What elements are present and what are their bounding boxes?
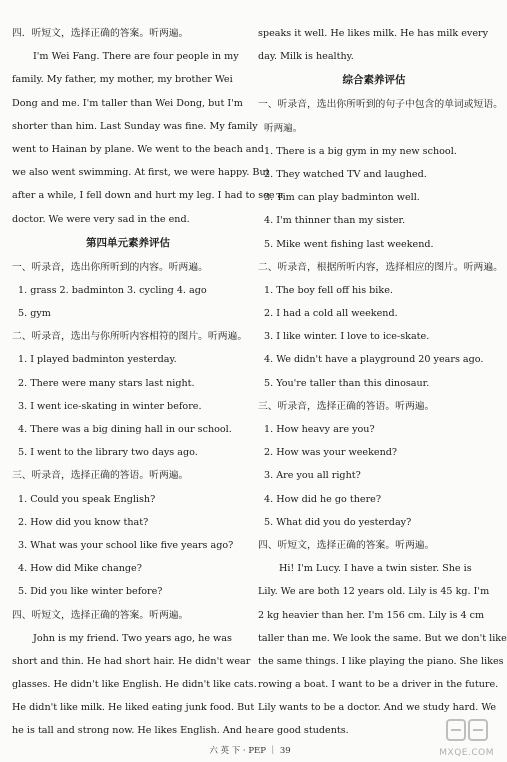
s4-heading: 四、听短文，选择正确的答案。听两遍。: [12, 609, 189, 621]
list-item: 4. We didn't have a playground 20 years ago.: [264, 354, 484, 366]
list-item: 3. Tim can play badminton well.: [264, 192, 420, 204]
r4-heading: 四、听短文，选择正确的答案。听两遍。: [258, 539, 435, 551]
list-item: 2. They watched TV and laughed.: [264, 168, 427, 180]
story-line: speaks it well. He likes milk. He has milk every: [258, 28, 489, 39]
list-item: 1. How heavy are you?: [264, 424, 375, 435]
story-line: after a while, I fell down and hurt my leg. I had to see a: [12, 190, 284, 202]
story-line: family. My father, my mother, my brother Wei: [12, 74, 233, 86]
list-item: 1. I played badminton yesterday.: [18, 354, 177, 366]
unit4-title: 第四单元素养评估: [86, 236, 170, 249]
r1-heading-cont: 听两遍。: [264, 122, 303, 134]
list-item: 5. Mike went fishing last weekend.: [264, 238, 434, 250]
story-john-continued: [258, 28, 490, 63]
r3-heading: 三、听录音，选择正确的答语。听两遍。: [258, 400, 435, 412]
summary-title: 综合素养评估: [342, 74, 406, 87]
list-item: 4. How did he go there?: [264, 493, 381, 505]
story-line: short and thin. He had short hair. He didn't wear: [12, 655, 251, 667]
story-line: rowing a boat. I want to be a driver in the future.: [258, 679, 499, 691]
list-item: 5. Did you like winter before?: [18, 586, 163, 598]
story-line: He didn't like milk. He liked eating junk food. But: [12, 702, 255, 714]
story-john: [12, 632, 257, 738]
list-item: 3. I like winter. I love to ice-skate.: [264, 331, 430, 343]
story-line: went to Hainan by plane. We went to the beach and: [12, 143, 264, 155]
left-column: [12, 28, 284, 749]
list-item: 4. How did Mike change?: [18, 563, 142, 575]
list-item: 1. The boy fell off his bike.: [264, 284, 393, 296]
s3-heading: 三、听录音，选择正确的答语。听两遍。: [12, 470, 189, 482]
watermark-logo: [432, 718, 494, 758]
page-footer: 六 英 下 · PEP ｜ 39: [209, 746, 291, 756]
watermark-text: MXQE.COM: [439, 748, 494, 758]
s1-heading: 一、听录音，选出你所听到的内容。听两遍。: [12, 261, 208, 273]
story-line: he is tall and strong now. He likes English. And he: [12, 725, 257, 737]
list-item: 1. Could you speak English?: [18, 493, 156, 505]
s1-words: 5. gym: [18, 308, 51, 320]
r1-heading: 一、听录音，选出你所听到的句子中包含的单词或短语。: [258, 99, 503, 111]
story-lucy: [258, 563, 507, 737]
story-line: the same things. I like playing the piano. She likes: [258, 655, 504, 667]
story-line: John is my friend. Two years ago, he was: [33, 632, 232, 644]
list-item: 5. I went to the library two days ago.: [18, 447, 198, 459]
story-line: shorter than him. Last Sunday was fine. My family: [12, 120, 258, 132]
list-item: 2. There were many stars last night.: [18, 377, 195, 389]
watermark-icon: [446, 718, 490, 744]
story-line: we also went swimming. At first, we were happy. But: [12, 167, 270, 179]
right-column: [258, 28, 507, 749]
q4-heading: 四．听短文，选择正确的答案。听两遍。: [12, 28, 189, 39]
story-line: Dong and me. I'm taller than Wei Dong, but I'm: [12, 97, 243, 109]
s1-words: 1. grass 2. badminton 3. cycling 4. ago: [18, 284, 207, 296]
story-line: day. Milk is healthy.: [258, 51, 354, 63]
list-item: 1. There is a big gym in my new school.: [264, 145, 457, 157]
r2-heading: 二、听录音，根据所听内容，选择相应的图片。听两遍。: [258, 261, 503, 273]
list-item: 2. I had a cold all weekend.: [264, 308, 398, 320]
story-line: Lily. We are both 12 years old. Lily is 45 kg. I'm: [258, 586, 490, 598]
story-line: Hi! I'm Lucy. I have a twin sister. She is: [279, 563, 472, 575]
story-line: 2 kg heavier than her. I'm 156 cm. Lily is 4 cm: [258, 609, 485, 621]
story-line: taller than me. We look the same. But we don't like: [258, 632, 507, 644]
list-item: 5. What did you do yesterday?: [264, 516, 412, 528]
story-line: doctor. We were very sad in the end.: [12, 213, 190, 225]
list-item: 2. How did you know that?: [18, 516, 149, 528]
story-line: glasses. He didn't like English. He didn't like cats.: [12, 679, 257, 691]
list-item: 4. I'm thinner than my sister.: [264, 215, 406, 227]
list-item: 4. There was a big dining hall in our school.: [18, 424, 232, 435]
list-item: 3. Are you all right?: [264, 470, 361, 482]
list-item: 2. How was your weekend?: [264, 447, 398, 459]
story-line: are good students.: [258, 725, 349, 737]
list-item: 3. What was your school like five years ago?: [18, 539, 234, 551]
s2-heading: 二、听录音，选出与你所听内容相符的图片。听两遍。: [12, 331, 248, 343]
list-item: 5. You're taller than this dinosaur.: [264, 377, 430, 389]
story-line: Lily wants to be a doctor. And we study hard. We: [258, 702, 497, 714]
list-item: 3. I went ice-skating in winter before.: [18, 400, 202, 412]
story-line: I'm Wei Fang. There are four people in my: [33, 51, 239, 63]
